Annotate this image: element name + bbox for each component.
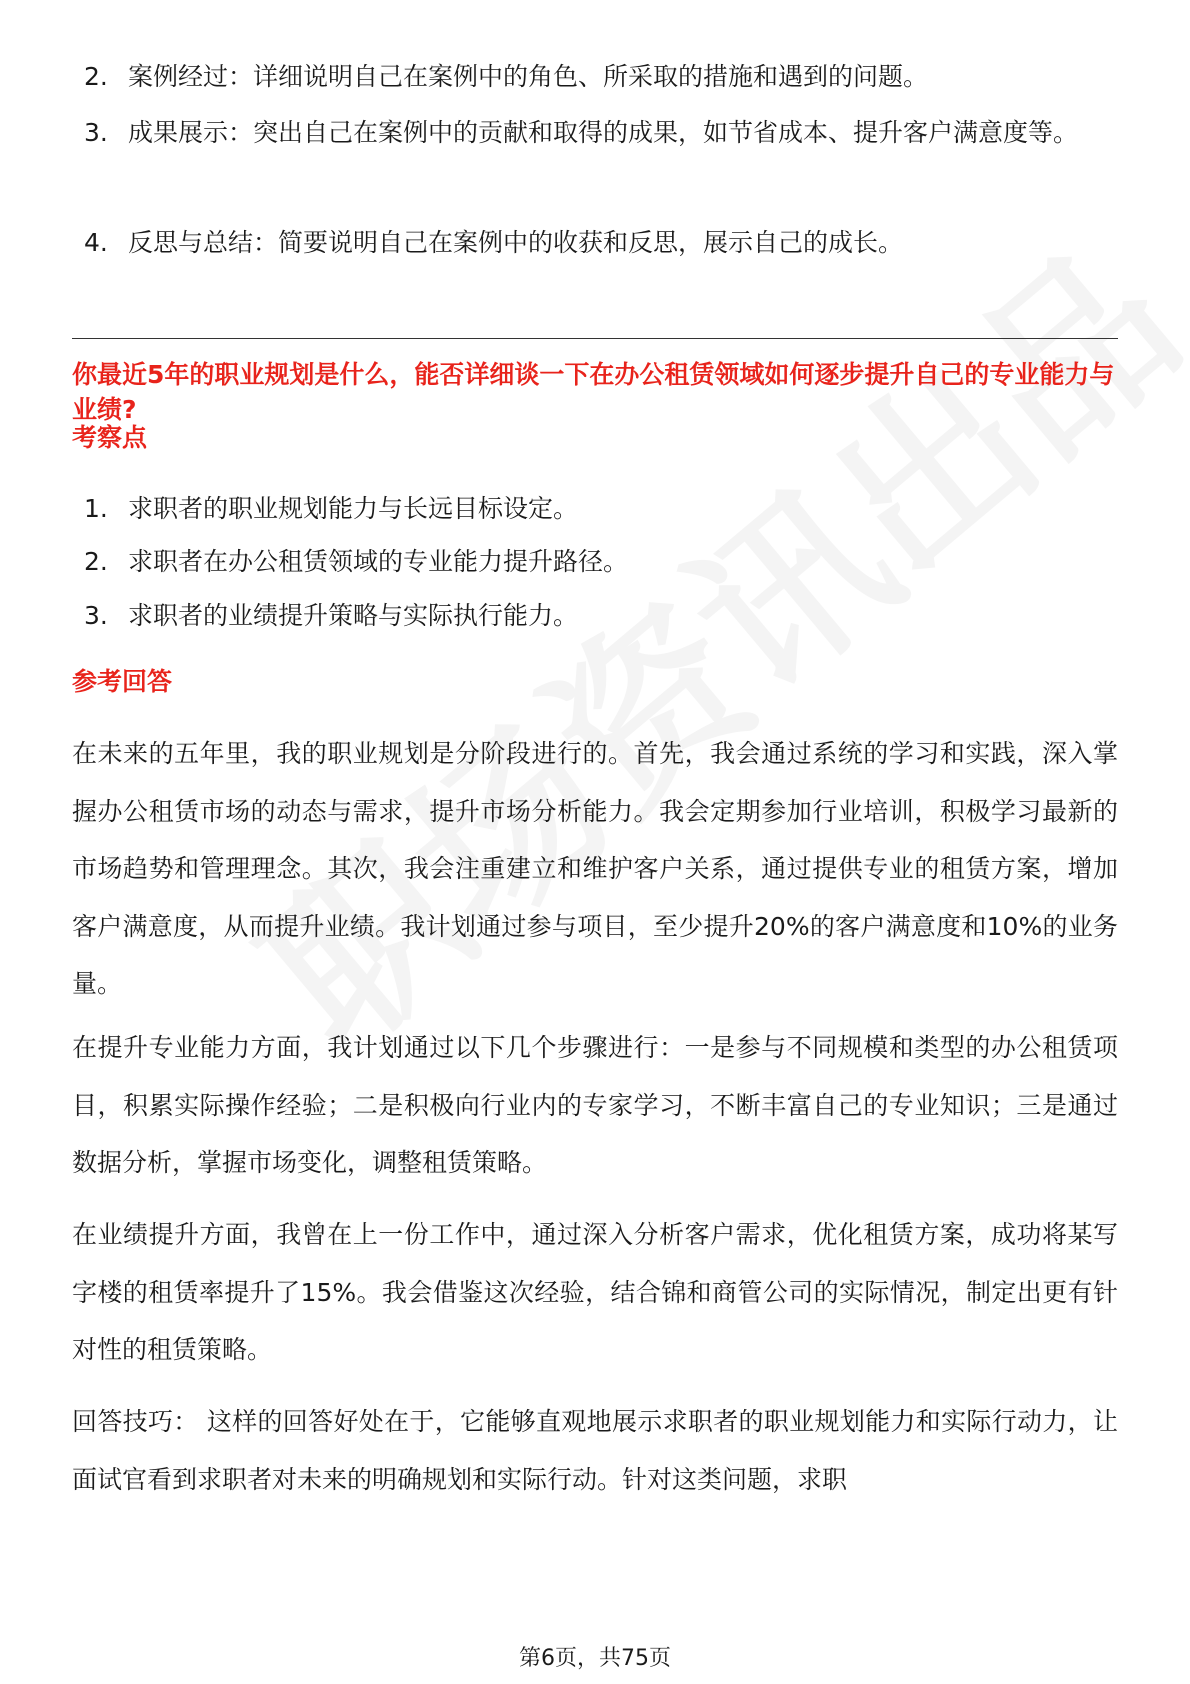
answer-paragraph: 在业绩提升方面，我曾在上一份工作中，通过深入分析客户需求，优化租赁方案，成功将某写字楼的租赁率提升了15%。我会借鉴这次经验，结合锦和商管公司的实际情况，制定出更有针对性的租赁策略。 [72, 1220, 1118, 1364]
list-number: 3. [84, 118, 108, 147]
interview-question: 你最近5年的职业规划是什么，能否详细谈一下在办公租赁领域如何逐步提升自己的专业能力与业绩? [72, 360, 1115, 424]
section-divider [72, 338, 1118, 339]
answer-tips: 回答技巧： 这样的回答好处在于，它能够直观地展示求职者的职业规划能力和实际行动力，让面试官看到求职者对未来的明确规划和实际行动。针对这类问题，求职 [72, 1407, 1118, 1494]
page-footer: 第6页，共75页 [519, 1646, 671, 1671]
list-number: 1. [84, 494, 108, 523]
answer-paragraph: 在提升专业能力方面，我计划通过以下几个步骤进行：一是参与不同规模和类型的办公租赁项目，积累实际操作经验；二是积极向行业内的专家学习，不断丰富自己的专业知识；三是通过数据分析，掌握市场变化，调整租赁策略。 [72, 1033, 1118, 1177]
list-text: 案例经过：详细说明自己在案例中的角色、所采取的措施和遇到的问题。 [128, 62, 929, 91]
list-number: 4. [84, 228, 108, 257]
list-text: 求职者的业绩提升策略与实际执行能力。 [128, 601, 579, 630]
list-item [84, 480, 1118, 537]
list-item [84, 587, 1118, 644]
list-item [84, 104, 1118, 161]
list-text: 成果展示：突出自己在案例中的贡献和取得的成果，如节省成本、提升客户满意度等。 [128, 118, 1079, 147]
answer-title: 参考回答 [72, 667, 173, 696]
list-item [84, 214, 1118, 271]
exam-points-title: 考察点 [72, 423, 148, 452]
list-text: 求职者的职业规划能力与长远目标设定。 [128, 494, 579, 523]
answer-paragraph: 在未来的五年里，我的职业规划是分阶段进行的。首先，我会通过系统的学习和实践，深入掌握办公租赁市场的动态与需求，提升市场分析能力。我会定期参加行业培训，积极学习最新的市场趋势和管理理念。其次，我会注重建立和维护客户关系，通过提供专业的租赁方案，增加客户满意度，从而提升业绩。我计划通过参与项目，至少提升20%的客户满意度和10%的业务量。 [72, 739, 1118, 998]
list-number: 2. [84, 62, 108, 91]
list-item [84, 533, 1118, 590]
list-item [84, 48, 1118, 105]
list-text: 反思与总结：简要说明自己在案例中的收获和反思，展示自己的成长。 [128, 228, 904, 257]
list-text: 求职者在办公租赁领域的专业能力提升路径。 [128, 547, 629, 576]
list-number: 2. [84, 547, 108, 576]
list-number: 3. [84, 601, 108, 630]
